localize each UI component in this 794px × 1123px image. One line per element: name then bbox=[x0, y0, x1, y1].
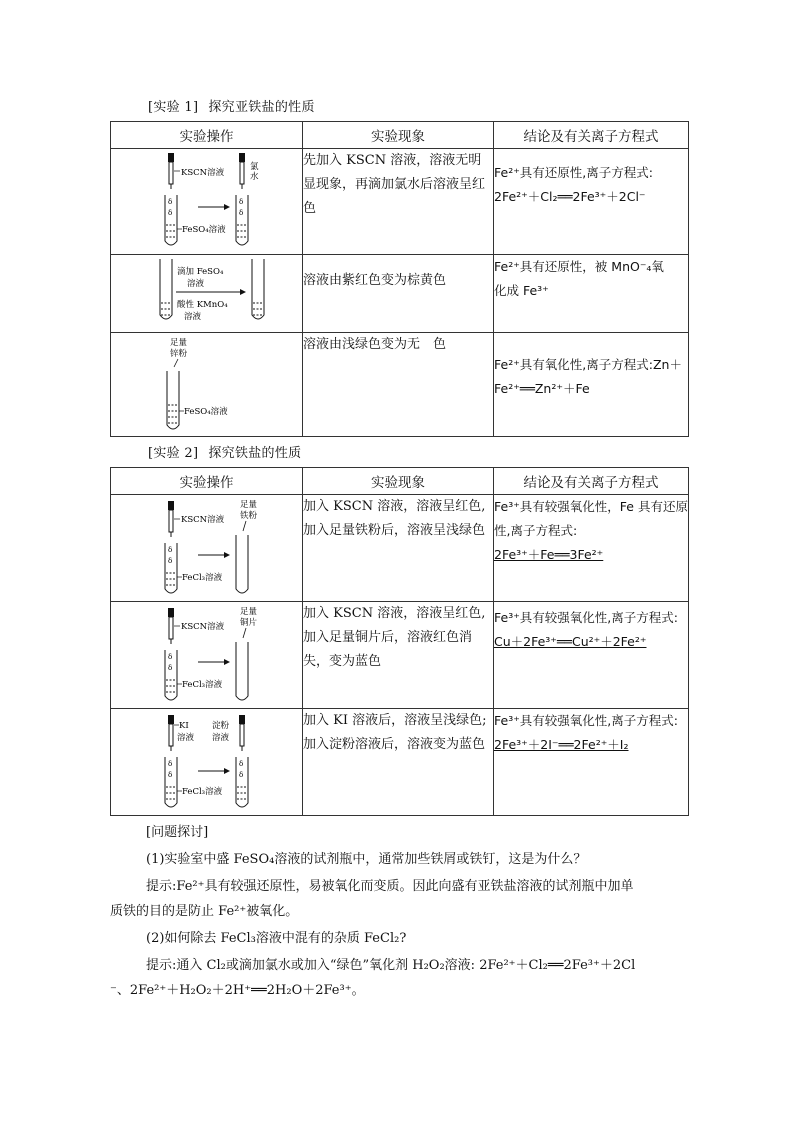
svg-text:δ: δ bbox=[238, 760, 243, 768]
dropper-label: KSCN溶液 bbox=[180, 168, 224, 178]
conclusion-equation: Cu＋2Fe³⁺══Cu²⁺＋2Fe²⁺ bbox=[494, 634, 647, 649]
table-header-row bbox=[111, 468, 689, 495]
observation-text: 溶液由紫红色变为棕黄色 bbox=[303, 273, 447, 288]
conclusion-line-2: 化成 Fe³⁺ bbox=[494, 283, 549, 298]
conclusion-equation: 2Fe³⁺＋2I⁻══2Fe²⁺＋I₂ bbox=[494, 737, 629, 752]
table-row bbox=[111, 149, 689, 255]
answer-2 bbox=[110, 953, 685, 978]
conclusion-line-1: Fe²⁺具有还原性，被 MnO⁻₄氧 bbox=[494, 259, 664, 274]
test-tube-figure-kscn-chlorine bbox=[112, 149, 302, 253]
exp1-table bbox=[110, 121, 689, 437]
svg-text:δ: δ bbox=[167, 760, 172, 768]
test-tube-figure-ki-starch bbox=[112, 709, 302, 814]
conclusion-line-1: Fe²⁺具有还原性,离子方程式: bbox=[494, 165, 653, 180]
observation-cell bbox=[303, 255, 494, 333]
reagent-label-2: 铜片 bbox=[239, 618, 257, 628]
observation-text: 加入 KSCN 溶液，溶液呈红色,加入足量铁粉后，溶液呈浅绿色 bbox=[303, 499, 486, 538]
table-row bbox=[111, 255, 689, 333]
conclusion-cell bbox=[494, 333, 689, 437]
observation-text: 先加入 KSCN 溶液，溶液无明显现象，再滴加氯水后溶液呈红 色 bbox=[303, 153, 499, 216]
tube-label: FeCl₃溶液 bbox=[181, 787, 222, 797]
reagent-label-4: 溶液 bbox=[183, 312, 201, 322]
operation-figure bbox=[111, 709, 303, 816]
tube-label: FeCl₃溶液 bbox=[181, 573, 222, 583]
discussion-heading: [问题探讨] bbox=[146, 825, 209, 840]
answer-2-line-1: 通入 Cl₂或滴加氯水或加入“绿色”氧化剂 H₂O₂溶液: 2Fe²⁺＋Cl₂══2Fe³⁺＋2Cl bbox=[176, 958, 636, 973]
svg-text:δ: δ bbox=[167, 664, 172, 672]
answer-2-line-2: ⁻、2Fe²⁺＋H₂O₂＋2H⁺══2H₂O＋2Fe³⁺。 bbox=[110, 983, 365, 998]
conclusion-line-1: Fe²⁺具有氧化性,离子方程式:Zn＋ bbox=[494, 357, 682, 372]
operation-figure bbox=[111, 149, 303, 255]
observation-cell bbox=[303, 495, 494, 602]
table-row bbox=[111, 602, 689, 709]
test-tube-figure-zinc bbox=[112, 333, 302, 435]
reagent-label-2: 锌粉 bbox=[169, 349, 187, 359]
reagent-label-1: 足量 bbox=[239, 500, 257, 510]
svg-text:δ: δ bbox=[167, 198, 172, 206]
reagent-label-3: 淀粉 bbox=[211, 721, 229, 731]
conclusion-equation: 2Fe³⁺＋Fe══3Fe²⁺ bbox=[494, 547, 604, 562]
observation-cell bbox=[303, 149, 499, 255]
reagent-label-2: 溶液 bbox=[176, 733, 194, 743]
svg-text:δ: δ bbox=[167, 653, 172, 661]
svg-text:δ: δ bbox=[238, 198, 243, 206]
conclusion-cell bbox=[494, 495, 689, 602]
svg-text:δ: δ bbox=[167, 209, 172, 217]
table-header-row bbox=[111, 122, 689, 149]
reagent-label-1: 滴加 FeSO₄ bbox=[176, 267, 223, 277]
svg-text:δ: δ bbox=[167, 557, 172, 565]
observation-cell bbox=[303, 602, 494, 709]
conclusion-line-1: Fe³⁺具有较强氧化性,离子方程式: bbox=[494, 610, 678, 625]
tube-label: FeSO₄溶液 bbox=[181, 225, 226, 235]
table-row bbox=[111, 495, 689, 602]
svg-text:δ: δ bbox=[167, 546, 172, 554]
answer-1-line-2: 质铁的目的是防止 Fe²⁺被氧化。 bbox=[110, 904, 299, 919]
header-conclusion: 结论及有关离子方程式 bbox=[494, 122, 689, 149]
exp1-title-text: 探究亚铁盐的性质 bbox=[208, 100, 315, 115]
header-observation: 实验现象 bbox=[303, 122, 494, 149]
operation-figure bbox=[111, 495, 303, 602]
exp2-tag: [实验 2] bbox=[148, 446, 199, 461]
reagent-label-1: 足量 bbox=[239, 607, 257, 617]
dropper-label: KSCN溶液 bbox=[180, 515, 224, 525]
svg-text:δ: δ bbox=[167, 771, 172, 779]
observation-text: 加入 KI 溶液后，溶液呈浅绿色;加入淀粉溶液后，溶液变为蓝色 bbox=[303, 713, 487, 752]
answer-1 bbox=[110, 874, 685, 899]
tube-label: FeCl₃溶液 bbox=[181, 680, 222, 690]
conclusion-cell bbox=[494, 149, 689, 255]
question-2: (2)如何除去 FeCl₃溶液中混有的杂质 FeCl₂? bbox=[146, 931, 407, 946]
exp2-title bbox=[148, 442, 301, 461]
question-1: (1)实验室中盛 FeSO₄溶液的试剂瓶中，通常加些铁屑或铁钉，这是为什么？ bbox=[146, 852, 587, 867]
conclusion-cell bbox=[494, 255, 689, 333]
discussion-section bbox=[110, 820, 685, 1003]
header-operation: 实验操作 bbox=[111, 122, 303, 149]
reagent-label-3: 酸性 KMnO₄ bbox=[176, 300, 228, 310]
observation-cell bbox=[303, 333, 494, 437]
conclusion-cell bbox=[494, 602, 689, 709]
operation-figure bbox=[111, 333, 303, 437]
svg-text:δ: δ bbox=[238, 209, 243, 217]
table-row bbox=[111, 333, 689, 437]
exp1-title bbox=[148, 96, 315, 115]
reagent-label-1: 足量 bbox=[169, 338, 187, 348]
answer-1-prefix: 提示: bbox=[146, 879, 177, 894]
header-observation: 实验现象 bbox=[303, 468, 494, 495]
reagent-label-4: 溶液 bbox=[211, 733, 229, 743]
svg-text:δ: δ bbox=[238, 771, 243, 779]
header-conclusion: 结论及有关离子方程式 bbox=[494, 468, 689, 495]
table-row bbox=[111, 709, 689, 816]
reagent-label-2: 铁粉 bbox=[239, 511, 257, 521]
operation-figure bbox=[111, 602, 303, 709]
exp2-table bbox=[110, 467, 689, 816]
conclusion-line-1: Fe³⁺具有较强氧化性，Fe 具有还原性,离子方程式: bbox=[494, 499, 688, 538]
test-tube-figure-kmno4 bbox=[112, 255, 302, 331]
reagent-label-1: KI bbox=[178, 721, 189, 731]
reagent-label-2: 溶液 bbox=[186, 279, 204, 289]
conclusion-cell bbox=[494, 709, 689, 816]
header-operation: 实验操作 bbox=[111, 468, 303, 495]
conclusion-line-1: Fe³⁺具有较强氧化性,离子方程式: bbox=[494, 713, 678, 728]
observation-cell bbox=[303, 709, 494, 816]
conclusion-equation: Fe²⁺══Zn²⁺＋Fe bbox=[494, 381, 590, 396]
answer-1-line-1: Fe²⁺具有较强还原性，易被氧化而变质。因此向盛有亚铁盐溶液的试剂瓶中加单 bbox=[176, 879, 634, 894]
tube-label: FeSO₄溶液 bbox=[183, 407, 228, 417]
operation-figure bbox=[111, 255, 303, 333]
test-tube-figure-kscn-iron bbox=[112, 495, 302, 600]
exp2-title-text: 探究铁盐的性质 bbox=[208, 446, 302, 461]
observation-text: 加入 KSCN 溶液，溶液呈红色,加入足量铜片后，溶液红色消失，变为蓝色 bbox=[303, 606, 486, 669]
dropper2-label: 氯水 bbox=[249, 162, 259, 182]
observation-text: 溶液由浅绿色变为无 色 bbox=[303, 337, 447, 352]
test-tube-figure-kscn-copper bbox=[112, 602, 302, 707]
dropper-label: KSCN溶液 bbox=[180, 622, 224, 632]
conclusion-equation: 2Fe²⁺＋Cl₂══2Fe³⁺＋2Cl⁻ bbox=[494, 189, 646, 204]
exp1-tag: [实验 1] bbox=[148, 100, 199, 115]
answer-2-prefix: 提示: bbox=[146, 958, 177, 973]
